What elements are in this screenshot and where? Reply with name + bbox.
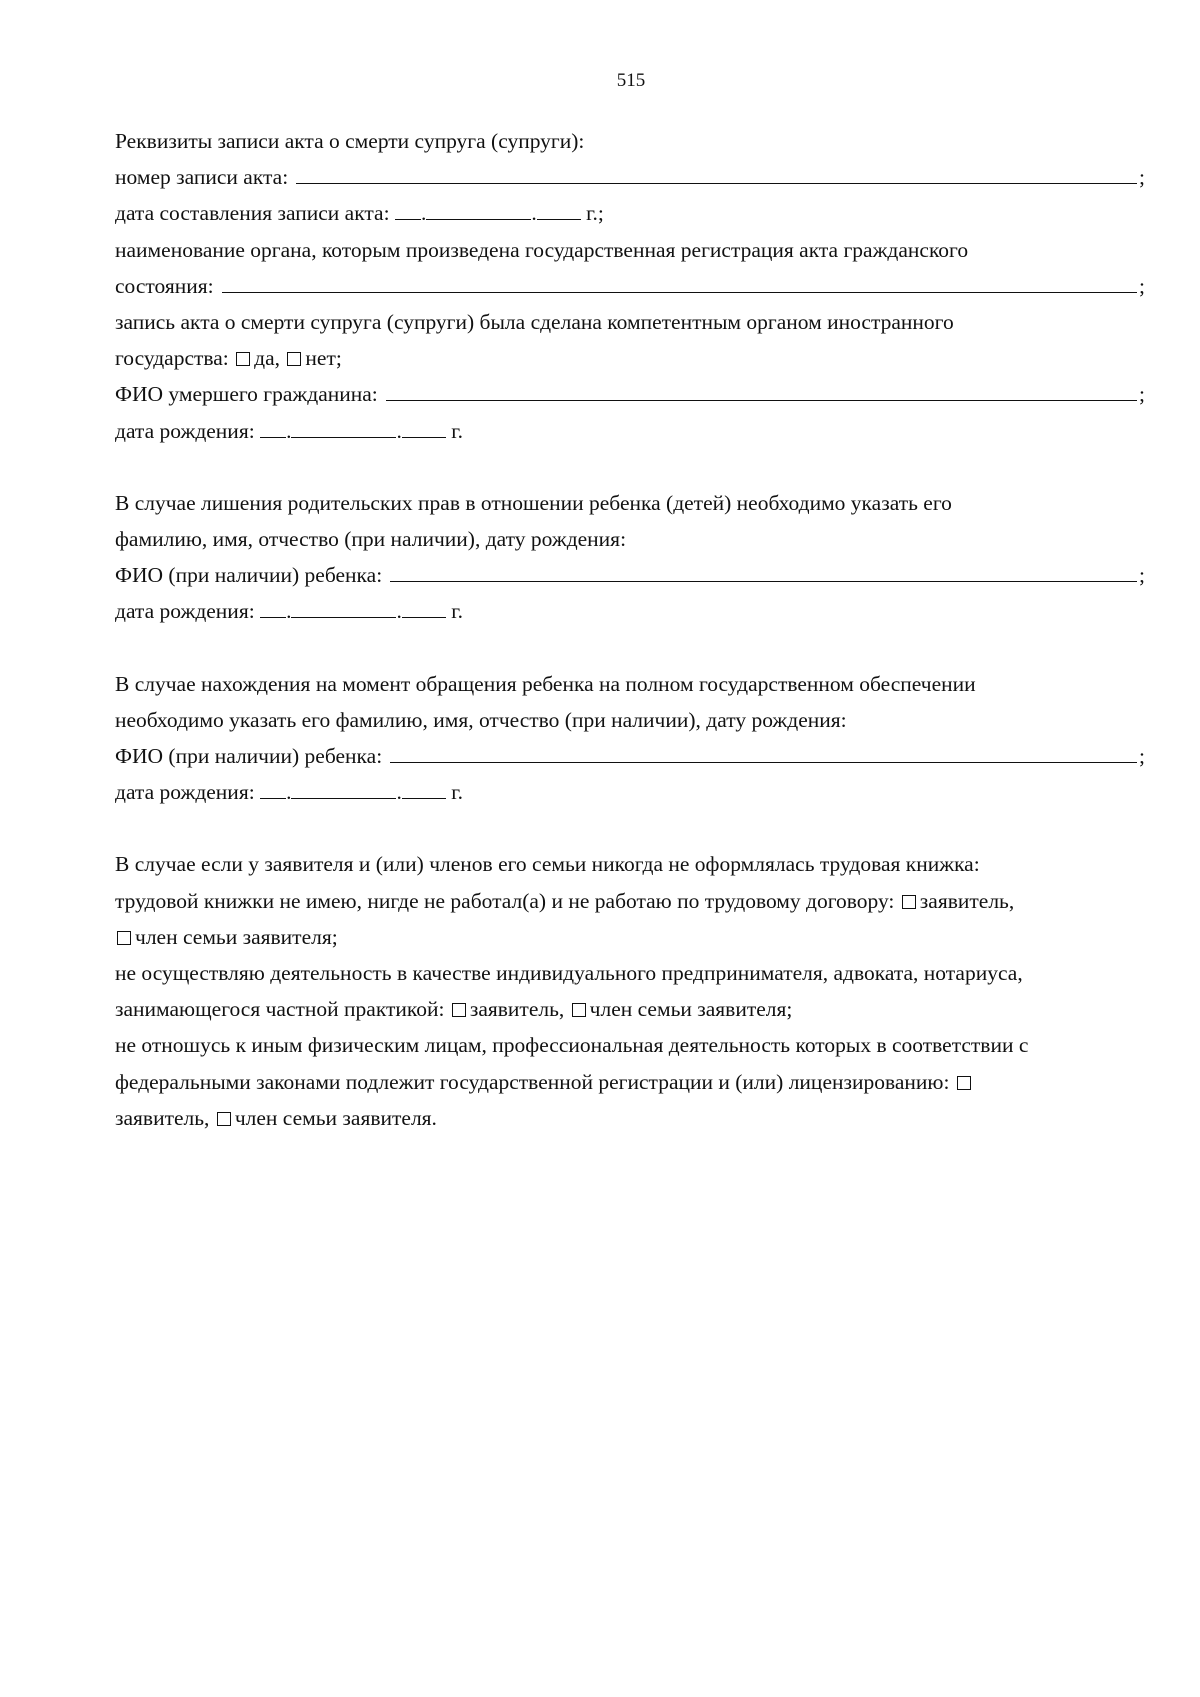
checkbox-family-member[interactable] bbox=[117, 931, 131, 945]
work-book-item1-line2 bbox=[115, 919, 1145, 955]
foreign-record-line1: запись акта о смерти супруга (супруги) была сделана компетентным органом иностранного bbox=[115, 310, 954, 335]
work-book-item3-line2 bbox=[115, 1064, 1145, 1100]
birth-date-label: дата рождения: bbox=[115, 599, 255, 624]
option-applicant-label: заявитель, bbox=[469, 997, 565, 1022]
foreign-record-line2 bbox=[115, 340, 1145, 376]
work-book-item2-prefix: занимающегося частной практикой: bbox=[115, 997, 445, 1022]
child-name-label: ФИО (при наличии) ребенка: bbox=[115, 744, 383, 769]
record-number-field[interactable] bbox=[296, 161, 1137, 184]
organ-label-line2: состояния: bbox=[115, 273, 214, 298]
organ-label-line1: наименование органа, которым произведена государственная регистрация акта гражданского bbox=[115, 237, 969, 262]
child-name-label: ФИО (при наличии) ребенка: bbox=[115, 563, 383, 588]
foreign-record-prefix: государства: bbox=[115, 346, 229, 371]
work-book-item2-line1: не осуществляю деятельность в качестве индивидуального предпринимателя, адвоката, нотариуса, bbox=[115, 961, 1023, 986]
child-name-field[interactable] bbox=[390, 559, 1137, 582]
page-number: 515 bbox=[616, 70, 646, 91]
birth-date-month-field[interactable] bbox=[291, 417, 396, 438]
birth-date-day-field[interactable] bbox=[260, 778, 286, 799]
birth-date-label: дата рождения: bbox=[115, 780, 255, 805]
supported-child-birth-date-row: дата рождения: . . г. bbox=[115, 780, 463, 805]
work-book-item3-text: федеральными законами подлежит государственной регистрации и (или) лицензированию: bbox=[115, 1069, 950, 1094]
record-date-day-field[interactable] bbox=[395, 199, 421, 220]
deprivation-line2: фамилию, имя, отчество (при наличии), дату рождения: bbox=[115, 527, 627, 552]
option-applicant-label: заявитель, bbox=[919, 888, 1015, 913]
deceased-name-row bbox=[115, 376, 1145, 412]
checkbox-yes[interactable] bbox=[236, 352, 250, 366]
semicolon: ; bbox=[1139, 382, 1145, 407]
record-date-label: дата составления записи акта: bbox=[115, 201, 390, 226]
record-date-row: дата составления записи акта: . . г.; bbox=[115, 201, 604, 226]
form-content bbox=[115, 123, 1145, 1136]
record-number-label: номер записи акта: bbox=[115, 165, 289, 190]
year-suffix: г. bbox=[451, 599, 463, 624]
record-date-year-field[interactable] bbox=[537, 199, 581, 220]
semicolon: ; bbox=[1139, 273, 1145, 298]
checkbox-applicant[interactable] bbox=[452, 1003, 466, 1017]
birth-date-day-field[interactable] bbox=[260, 597, 286, 618]
supported-child-name-row bbox=[115, 738, 1145, 774]
option-yes-label: да, bbox=[254, 346, 281, 371]
checkbox-applicant[interactable] bbox=[902, 895, 916, 909]
deceased-name-label: ФИО умершего гражданина: bbox=[115, 382, 378, 407]
state-support-line2: необходимо указать его фамилию, имя, отчество (при наличии), дату рождения: bbox=[115, 707, 847, 732]
birth-date-month-field[interactable] bbox=[291, 778, 396, 799]
semicolon: ; bbox=[1139, 744, 1145, 769]
work-book-item3-line1: не отношусь к иным физическим лицам, профессиональная деятельность которых в соответствии с bbox=[115, 1033, 1029, 1058]
option-family-label: член семьи заявителя. bbox=[234, 1105, 437, 1130]
checkbox-applicant[interactable] bbox=[957, 1076, 971, 1090]
semicolon: ; bbox=[1139, 563, 1145, 588]
organ-row bbox=[115, 268, 1145, 304]
deprived-child-birth-date-row: дата рождения: . . г. bbox=[115, 599, 463, 624]
deceased-birth-date-row: дата рождения: . . г. bbox=[115, 418, 463, 443]
birth-date-month-field[interactable] bbox=[291, 597, 396, 618]
checkbox-family-member[interactable] bbox=[572, 1003, 586, 1017]
birth-date-day-field[interactable] bbox=[260, 417, 286, 438]
option-family-label: член семьи заявителя; bbox=[135, 924, 338, 949]
deprivation-line1: В случае лишения родительских прав в отношении ребенка (детей) необходимо указать его bbox=[115, 490, 952, 515]
state-support-line1: В случае нахождения на момент обращения ребенка на полном государственном обеспечении bbox=[115, 671, 976, 696]
work-book-item2-line2 bbox=[115, 991, 1145, 1027]
checkbox-family-member[interactable] bbox=[217, 1112, 231, 1126]
checkbox-no[interactable] bbox=[287, 352, 301, 366]
birth-date-year-field[interactable] bbox=[402, 597, 446, 618]
birth-date-label: дата рождения: bbox=[115, 418, 255, 443]
deceased-name-field[interactable] bbox=[386, 378, 1137, 401]
year-suffix: г. bbox=[451, 780, 463, 805]
work-book-item1-text: трудовой книжки не имею, нигде не работал(а) и не работаю по трудовому договору: bbox=[115, 888, 895, 913]
work-book-heading: В случае если у заявителя и (или) членов его семьи никогда не оформлялась трудовая книжка: bbox=[115, 852, 980, 877]
organ-field[interactable] bbox=[222, 270, 1137, 293]
record-date-month-field[interactable] bbox=[426, 199, 531, 220]
birth-date-year-field[interactable] bbox=[402, 417, 446, 438]
work-book-item3-line3 bbox=[115, 1100, 1145, 1136]
option-applicant-label: заявитель, bbox=[115, 1105, 210, 1130]
child-name-field[interactable] bbox=[390, 740, 1137, 763]
year-suffix: г.; bbox=[586, 201, 604, 226]
year-suffix: г. bbox=[451, 418, 463, 443]
work-book-item1-line1 bbox=[115, 883, 1145, 919]
option-no-label: нет; bbox=[305, 346, 342, 371]
section-heading-death-record: Реквизиты записи акта о смерти супруга (супруги): bbox=[115, 129, 585, 153]
deprived-child-name-row bbox=[115, 557, 1145, 593]
semicolon: ; bbox=[1139, 165, 1145, 190]
birth-date-year-field[interactable] bbox=[402, 778, 446, 799]
record-number-row bbox=[115, 159, 1145, 195]
option-family-label: член семьи заявителя; bbox=[589, 997, 793, 1022]
